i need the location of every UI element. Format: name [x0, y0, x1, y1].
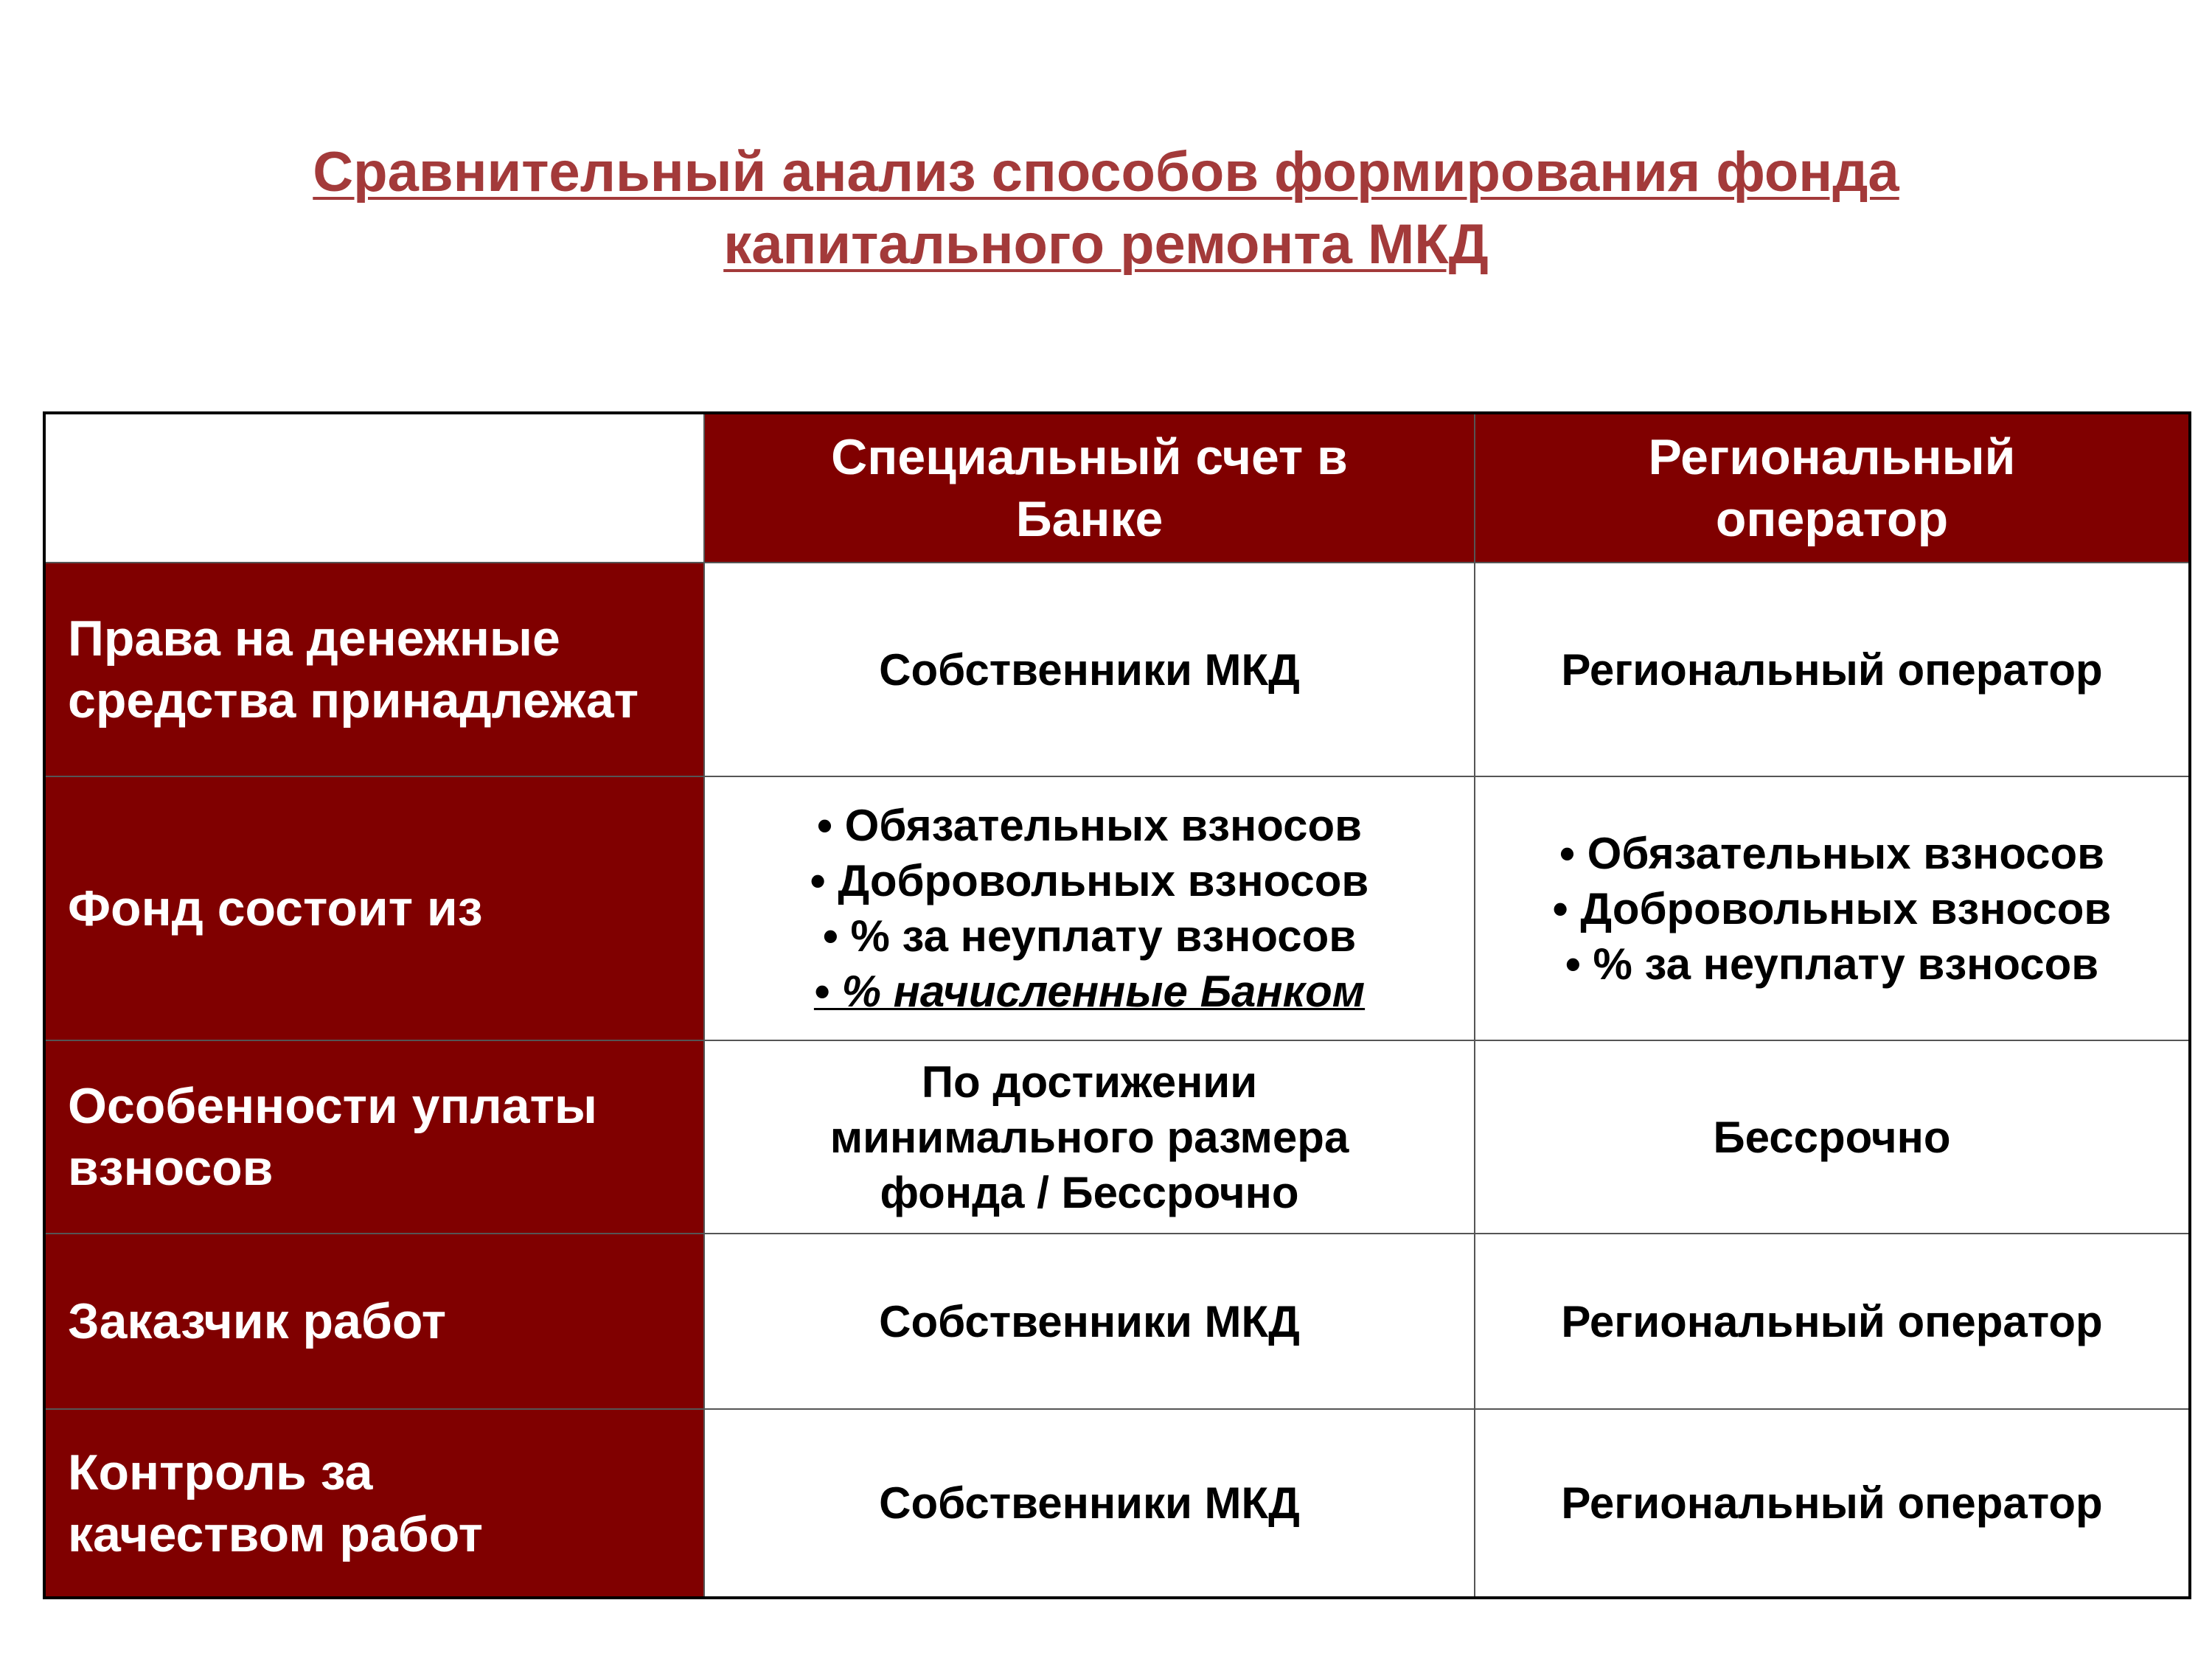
- table-header-row: [44, 413, 2190, 563]
- table-row: [44, 1409, 2190, 1598]
- row-label: Заказчик работ: [44, 1234, 704, 1409]
- cell-special: Собственники МКД: [704, 1409, 1475, 1598]
- row-label: Особенности уплаты взносов: [44, 1040, 704, 1234]
- cell-regional: Бессрочно: [1475, 1040, 2190, 1234]
- cell-regional: Региональный оператор: [1475, 1234, 2190, 1409]
- page-title-line-1: Сравнительный анализ способов формирования фонда: [313, 141, 1899, 204]
- cell-special: По достижении минимального размера фонда / Бессрочно: [704, 1040, 1475, 1234]
- list-item: • Добровольных взносов: [1552, 883, 2112, 933]
- table-row: [44, 776, 2190, 1040]
- cell-special: Собственники МКД: [704, 563, 1475, 776]
- header-regional-operator: Региональный оператор: [1475, 413, 2190, 563]
- fund-items-regional: [1475, 826, 2188, 992]
- comparison-table: [43, 411, 2191, 1599]
- cell-regional: Региональный оператор: [1475, 563, 2190, 776]
- page-title: [0, 136, 2212, 281]
- header-corner-cell: [44, 413, 704, 563]
- cell-special: [704, 776, 1475, 1040]
- header-special-account: Специальный счет в Банке: [704, 413, 1475, 563]
- list-item: • % начисленные Банком: [813, 967, 1366, 1016]
- fund-items-special: [705, 798, 1474, 1019]
- page-title-line-2: капитального ремонта МКД: [723, 213, 1489, 276]
- list-item: • Обязательных взносов: [816, 801, 1362, 850]
- list-item: • % за неуплату взносов: [822, 911, 1357, 961]
- cell-special: Собственники МКД: [704, 1234, 1475, 1409]
- list-item: • Добровольных взносов: [810, 856, 1369, 905]
- table-row: [44, 563, 2190, 776]
- cell-regional: [1475, 776, 2190, 1040]
- row-label: Фонд состоит из: [44, 776, 704, 1040]
- cell-regional: Региональный оператор: [1475, 1409, 2190, 1598]
- table-row: [44, 1234, 2190, 1409]
- table-row: [44, 1040, 2190, 1234]
- list-item: • Обязательных взносов: [1559, 828, 2104, 878]
- row-label: Контроль за качеством работ: [44, 1409, 704, 1598]
- row-label: Права на денежные средства принадлежат: [44, 563, 704, 776]
- list-item: • % за неуплату взносов: [1565, 939, 2099, 989]
